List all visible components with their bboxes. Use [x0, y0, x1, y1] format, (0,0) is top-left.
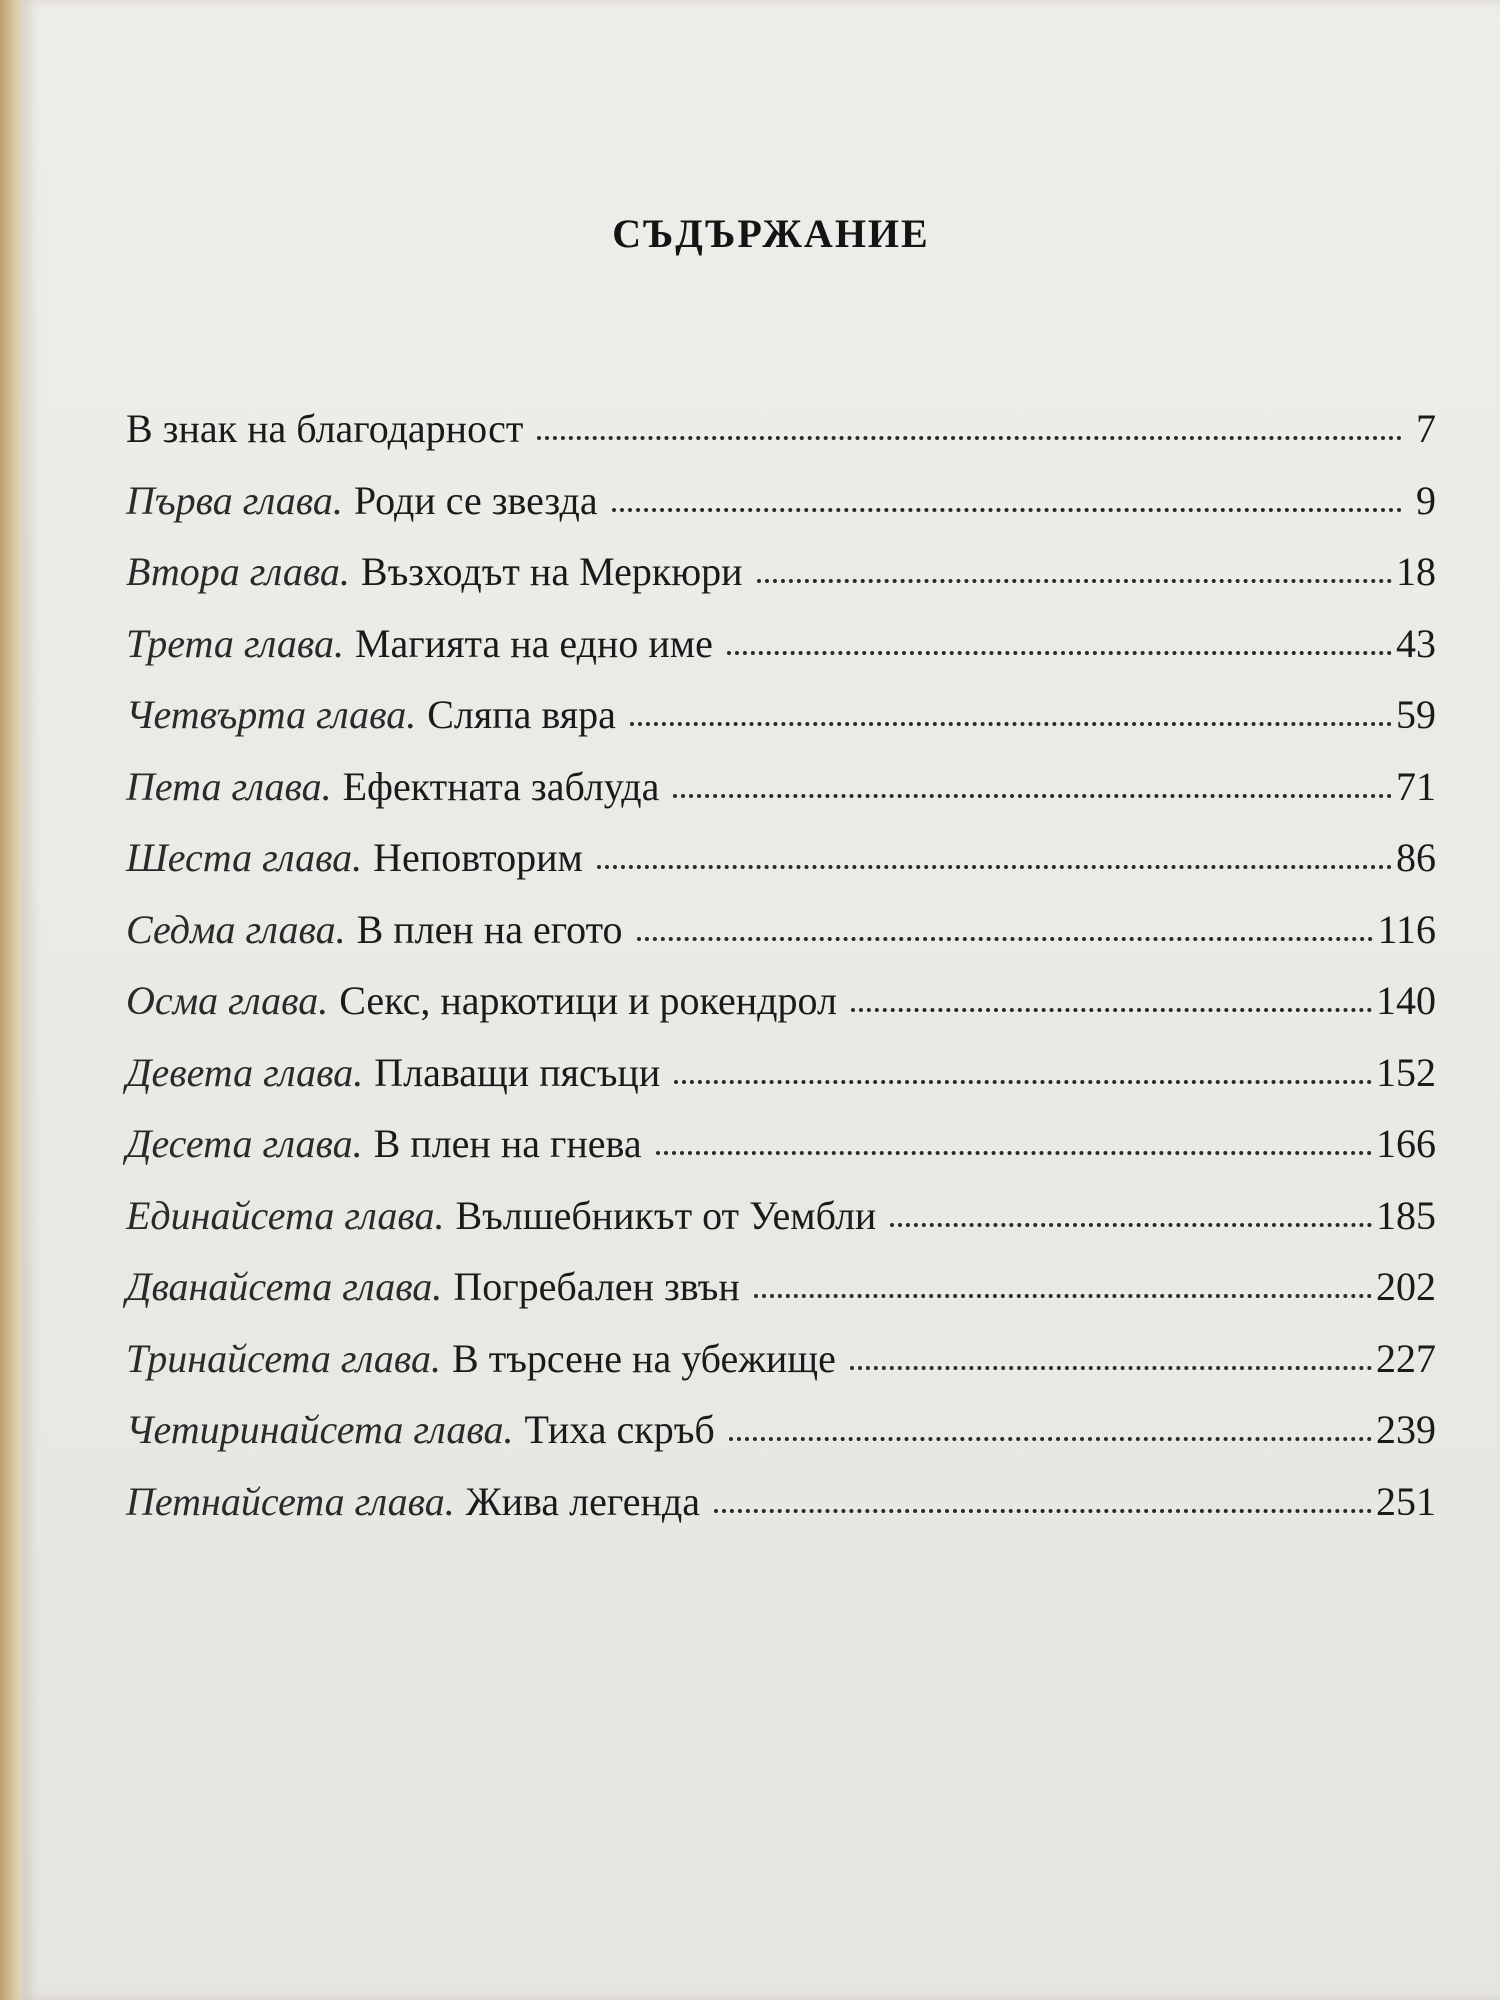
toc-chapter-label: Осма глава.: [126, 978, 329, 1023]
dot-leader: [656, 1151, 1372, 1155]
toc-entry[interactable]: [126, 834, 1436, 906]
dot-leader: [597, 865, 1392, 869]
toc-page-number: 116: [1377, 906, 1436, 952]
toc-entry-title: В плен на егото: [356, 906, 623, 952]
toc-entry[interactable]: [126, 1120, 1436, 1192]
toc-chapter-label: Десета глава.: [126, 1121, 363, 1166]
toc-entry-title: Секс, наркотици и рокендрол: [339, 978, 837, 1023]
toc-entry[interactable]: [126, 620, 1436, 692]
toc-entry-title: Неповторим: [373, 835, 583, 880]
dot-leader: [714, 1509, 1372, 1513]
toc-chapter-label: Трета глава.: [126, 620, 344, 666]
toc-entry-title: В знак на благодарност: [126, 406, 524, 451]
toc-entry-title: В плен на гнева: [373, 1121, 642, 1166]
toc-chapter-label: Четвърта глава.: [126, 692, 417, 737]
toc-entry-title: Погребален звън: [453, 1264, 740, 1309]
toc-entry-title: Тиха скръб: [524, 1407, 715, 1452]
dot-leader: [630, 722, 1392, 726]
toc-chapter-label: Седма глава.: [126, 906, 346, 952]
dot-leader: [890, 1223, 1372, 1227]
toc-entry[interactable]: [126, 906, 1436, 978]
dot-leader: [754, 1294, 1372, 1298]
toc-entry[interactable]: [126, 1263, 1436, 1335]
toc-chapter-label: Дванайсета глава.: [126, 1264, 443, 1309]
toc-entry-title: Сляпа вяра: [427, 692, 616, 737]
toc-entry[interactable]: [126, 405, 1436, 477]
dot-leader: [850, 1366, 1372, 1370]
toc-chapter-label: Тринайсета глава.: [126, 1335, 442, 1381]
toc-page-number: 152: [1376, 1049, 1436, 1095]
toc-entry-title: В търсене на убежище: [452, 1335, 836, 1381]
dot-leader: [727, 651, 1392, 655]
toc-entry[interactable]: [126, 1049, 1436, 1121]
dot-leader: [537, 436, 1402, 440]
toc-chapter-label: Шеста глава.: [126, 835, 363, 880]
book-spine-edge: [0, 0, 22, 2000]
toc-page-number: 140: [1376, 978, 1436, 1023]
toc-entry[interactable]: [126, 477, 1436, 549]
toc-page-number: 251: [1376, 1478, 1436, 1524]
toc-entry[interactable]: [126, 977, 1436, 1049]
dot-leader: [729, 1437, 1372, 1441]
toc-page-number: 166: [1376, 1121, 1436, 1166]
toc-entry[interactable]: [126, 763, 1436, 835]
toc-page-number: 227: [1376, 1335, 1436, 1381]
toc-page-number: 43: [1396, 620, 1436, 666]
toc-page-number: 86: [1396, 835, 1436, 880]
toc-entry-title: Плаващи пясъци: [374, 1049, 661, 1095]
toc-page-number: 9: [1416, 477, 1436, 523]
toc-entry[interactable]: [126, 1478, 1436, 1550]
toc-entry[interactable]: [126, 1192, 1436, 1264]
toc-entry[interactable]: [126, 548, 1436, 620]
book-page: [22, 0, 1500, 2000]
toc-entry[interactable]: [126, 691, 1436, 763]
toc-chapter-label: Пета глава.: [126, 763, 332, 809]
toc-page-number: 18: [1396, 549, 1436, 594]
toc-entry-title: Жива легенда: [465, 1478, 700, 1524]
toc-chapter-label: Първа глава.: [126, 477, 343, 523]
toc-page-number: 71: [1396, 763, 1436, 809]
toc-entry[interactable]: [126, 1335, 1436, 1407]
toc-entry-title: Магията на едно име: [354, 620, 713, 666]
toc-page-number: 59: [1396, 692, 1436, 737]
toc-entry-title: Роди се звезда: [353, 477, 598, 523]
dot-leader: [851, 1008, 1372, 1012]
dot-leader: [673, 794, 1392, 798]
toc-chapter-label: Втора глава.: [126, 549, 350, 594]
toc-page-number: 185: [1376, 1192, 1436, 1238]
dot-leader: [637, 937, 1374, 941]
dot-leader: [612, 508, 1402, 512]
dot-leader: [674, 1080, 1372, 1084]
toc-entry-title: Възходът на Меркюри: [360, 549, 743, 594]
toc-page-number: 202: [1376, 1264, 1436, 1309]
page-title: СЪДЪРЖАНИЕ: [612, 211, 930, 256]
toc-chapter-label: Единайсета глава.: [126, 1192, 445, 1238]
toc-chapter-label: Четиринайсета глава.: [126, 1407, 514, 1452]
toc-chapter-label: Девета глава.: [126, 1049, 364, 1095]
toc-entry[interactable]: [126, 1406, 1436, 1478]
toc-entry-title: Ефектната заблуда: [342, 763, 660, 809]
toc-entry-title: Вълшебникът от Уембли: [455, 1192, 877, 1238]
table-of-contents: [126, 405, 1436, 1549]
toc-chapter-label: Петнайсета глава.: [126, 1478, 455, 1524]
toc-page-number: 239: [1376, 1407, 1436, 1452]
toc-page-number: 7: [1416, 406, 1436, 451]
dot-leader: [757, 579, 1392, 583]
